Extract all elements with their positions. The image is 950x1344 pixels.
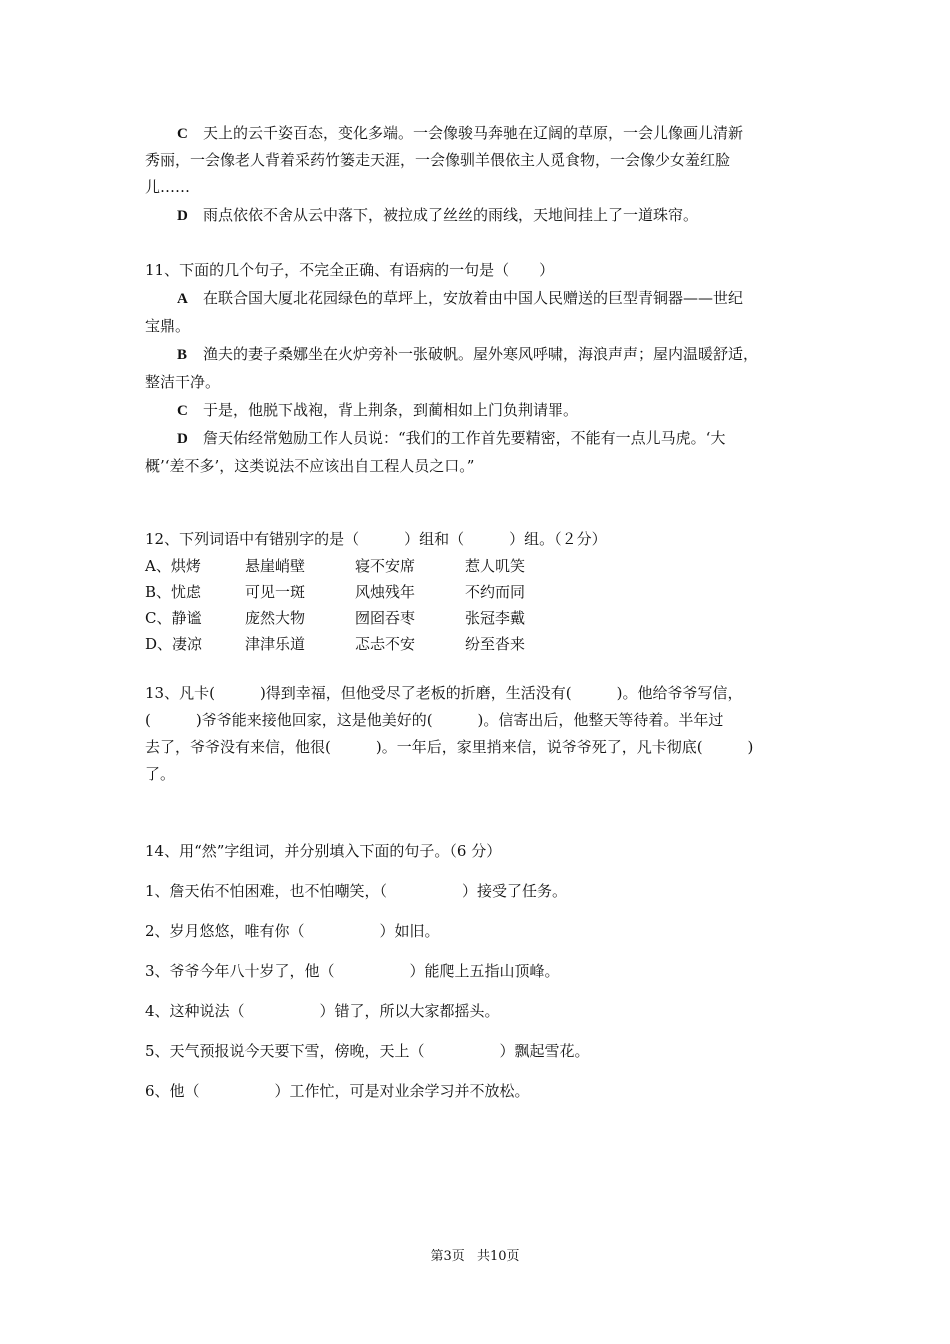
q11-option-c-line1: C 于是，他脱下战袍，背上荆条，到蔺相如上门负荆请罪。 [177, 401, 579, 419]
q11-option-b-line2: 整洁干净。 [145, 373, 221, 391]
word-cell: A、烘烤 [145, 557, 201, 575]
q11-option-d-line2: 概’‘差不多’，这类说法不应该出自工程人员之口。” [145, 457, 475, 475]
word-cell: B、忧虑 [145, 583, 202, 601]
option-letter: C [177, 403, 188, 419]
word-cell: 囫囵吞枣 [355, 609, 416, 627]
q10-option-c-line3: 儿…… [145, 178, 191, 196]
word-cell: 惹人叽笑 [465, 557, 526, 575]
q14-item: 1、詹天佑不怕困难，也不怕嘲笑，（ ）接受了任务。 [145, 882, 568, 900]
word-cell: 寝不安席 [355, 557, 416, 575]
word-cell: 纷至沓来 [465, 635, 526, 653]
page-footer [0, 1248, 950, 1266]
option-letter: B [177, 347, 188, 363]
option-letter: A [177, 291, 188, 307]
q11-option-a-line1: A 在联合国大厦北花园绿色的草坪上，安放着由中国人民赠送的巨型青铜器——世纪 [177, 289, 744, 307]
page-number: 第3页 [430, 1249, 465, 1264]
q13-line4: 了。 [145, 765, 176, 783]
word-cell: 忑忐不安 [355, 635, 416, 653]
word-cell: 张冠李戴 [465, 609, 526, 627]
word-cell: 津津乐道 [245, 635, 306, 653]
word-cell: D、凄凉 [145, 635, 203, 653]
word-cell: 风烛残年 [355, 583, 416, 601]
q11-option-b-line1: B 渔夫的妻子桑娜坐在火炉旁补一张破帆。屋外寒风呼啸，海浪声声；屋内温暖舒适， [177, 345, 759, 363]
q14-item: 5、天气预报说今天要下雪，傍晚，天上（ ）飘起雪花。 [145, 1042, 590, 1060]
option-letter: D [177, 208, 188, 224]
q10-option-d-line1: D 雨点依依不舍从云中落下，被拉成了丝丝的雨线，天地间挂上了一道珠帘。 [177, 206, 699, 224]
word-cell: 可见一斑 [245, 583, 306, 601]
page-total: 共10页 [476, 1249, 520, 1264]
q14-item: 2、岁月悠悠，唯有你（ ）如旧。 [145, 922, 440, 940]
q14-stem: 14、用“然”字组词，并分别填入下面的句子。（6 分） [145, 842, 502, 860]
q14-item: 4、这种说法（ ）错了，所以大家都摇头。 [145, 1002, 500, 1020]
option-letter: C [177, 126, 188, 142]
q12-stem: 12、下列词语中有错别字的是（ ）组和（ ）组。（２分） [145, 530, 607, 548]
q11-stem: 11、下面的几个句子，不完全正确、有语病的一句是（ ） [145, 261, 555, 279]
q11-option-d-line1: D 詹天佑经常勉励工作人员说：“我们的工作首先要精密，不能有一点儿马虎。‘大 [177, 429, 726, 447]
word-cell: C、静谧 [145, 609, 202, 627]
q13-line2: ( )爷爷能来接他回家，这是他美好的( )。信寄出后，他整天等待着。半年过 [145, 711, 724, 729]
word-cell: 悬崖峭壁 [245, 557, 306, 575]
q14-item: 6、他（ ）工作忙，可是对业余学习并不放松。 [145, 1082, 530, 1100]
q11-option-a-line2: 宝鼎。 [145, 317, 191, 335]
word-cell: 庞然大物 [245, 609, 306, 627]
q10-option-c-line1: C 天上的云千姿百态，变化多端。一会像骏马奔驰在辽阔的草原，一会儿像画儿清新 [177, 124, 744, 142]
q14-item: 3、爷爷今年八十岁了，他（ ）能爬上五指山顶峰。 [145, 962, 560, 980]
q10-option-c-line2: 秀丽，一会像老人背着采药竹篓走天涯，一会像驯羊偎依主人觅食物，一会像少女羞红脸 [145, 151, 731, 169]
option-letter: D [177, 431, 188, 447]
q13-line3: 去了，爷爷没有来信，他很( )。一年后，家里捎来信，说爷爷死了，凡卡彻底( ) [145, 738, 754, 756]
q13-line1: 13、凡卡( )得到幸福，但他受尽了老板的折磨，生活没有( )。他给爷爷写信， [145, 684, 743, 702]
word-cell: 不约而同 [465, 583, 526, 601]
